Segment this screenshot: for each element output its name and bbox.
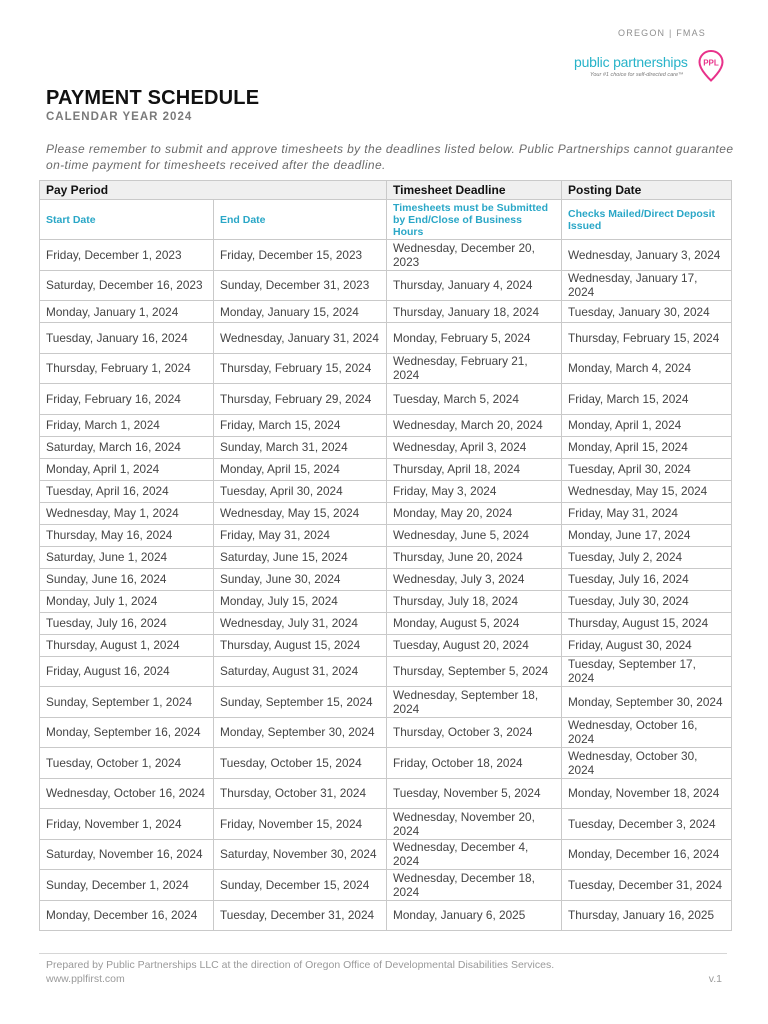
posting-date-cell: Monday, September 30, 2024 (562, 687, 732, 718)
table-row (40, 323, 732, 354)
timesheet-deadline-cell: Tuesday, March 5, 2024 (387, 384, 562, 415)
posting-date-cell: Monday, June 17, 2024 (562, 524, 732, 546)
subheader-start-date: Start Date (40, 200, 214, 240)
start-date-cell: Sunday, June 16, 2024 (40, 568, 214, 590)
start-date-cell: Friday, March 1, 2024 (40, 414, 214, 436)
end-date-cell: Friday, March 15, 2024 (214, 414, 387, 436)
timesheet-deadline-cell: Thursday, September 5, 2024 (387, 656, 562, 687)
map-pin-icon (698, 50, 724, 82)
start-date-cell: Tuesday, July 16, 2024 (40, 612, 214, 634)
table-row (40, 502, 732, 524)
start-date-cell: Monday, January 1, 2024 (40, 301, 214, 323)
end-date-cell: Saturday, November 30, 2024 (214, 839, 387, 870)
posting-date-cell: Thursday, August 15, 2024 (562, 612, 732, 634)
timesheet-deadline-cell: Monday, January 6, 2025 (387, 900, 562, 931)
footer-note: Prepared by Public Partnerships LLC at the direction of Oregon Office of Developmental Disabilities Services. (46, 959, 555, 971)
start-date-cell: Sunday, September 1, 2024 (40, 687, 214, 718)
end-date-cell: Wednesday, January 31, 2024 (214, 323, 387, 354)
timesheet-deadline-cell: Wednesday, February 21, 2024 (387, 353, 562, 384)
posting-date-cell: Friday, August 30, 2024 (562, 634, 732, 656)
posting-date-cell: Tuesday, July 30, 2024 (562, 590, 732, 612)
table-row (40, 524, 732, 546)
timesheet-deadline-cell: Friday, October 18, 2024 (387, 748, 562, 779)
start-date-cell: Friday, August 16, 2024 (40, 656, 214, 687)
table-row (40, 778, 732, 809)
start-date-cell: Saturday, November 16, 2024 (40, 839, 214, 870)
footer-version: v.1 (708, 973, 722, 985)
start-date-cell: Friday, November 1, 2024 (40, 809, 214, 840)
posting-date-cell: Wednesday, October 30, 2024 (562, 748, 732, 779)
start-date-cell: Thursday, February 1, 2024 (40, 353, 214, 384)
table-row (40, 414, 732, 436)
posting-date-cell: Tuesday, July 2, 2024 (562, 546, 732, 568)
logo-mark-text: PPL (703, 58, 719, 68)
posting-date-cell: Monday, April 1, 2024 (562, 414, 732, 436)
timesheet-deadline-cell: Wednesday, July 3, 2024 (387, 568, 562, 590)
start-date-cell: Saturday, March 16, 2024 (40, 436, 214, 458)
table-row (40, 687, 732, 718)
end-date-cell: Sunday, December 31, 2023 (214, 270, 387, 301)
end-date-cell: Thursday, February 15, 2024 (214, 353, 387, 384)
posting-date-cell: Friday, May 31, 2024 (562, 502, 732, 524)
timesheet-deadline-cell: Tuesday, August 20, 2024 (387, 634, 562, 656)
end-date-cell: Monday, July 15, 2024 (214, 590, 387, 612)
table-row (40, 458, 732, 480)
table-row (40, 809, 732, 840)
page-subtitle: CALENDAR YEAR 2024 (46, 111, 193, 123)
header-pay-period: Pay Period (40, 181, 387, 200)
table-row (40, 612, 732, 634)
posting-date-cell: Tuesday, September 17, 2024 (562, 656, 732, 687)
start-date-cell: Monday, July 1, 2024 (40, 590, 214, 612)
end-date-cell: Tuesday, April 30, 2024 (214, 480, 387, 502)
table-subheader-row (40, 200, 732, 240)
posting-date-cell: Wednesday, January 17, 2024 (562, 270, 732, 301)
timesheet-deadline-cell: Friday, May 3, 2024 (387, 480, 562, 502)
table-row (40, 717, 732, 748)
posting-date-cell: Monday, November 18, 2024 (562, 778, 732, 809)
table-row (40, 353, 732, 384)
subheader-end-date: End Date (214, 200, 387, 240)
region-program-tag: OREGON | FMAS (618, 28, 706, 38)
posting-date-cell: Tuesday, December 3, 2024 (562, 809, 732, 840)
table-row (40, 656, 732, 687)
timesheet-deadline-cell: Thursday, July 18, 2024 (387, 590, 562, 612)
table-header-row (40, 181, 732, 200)
table-row (40, 240, 732, 271)
end-date-cell: Saturday, June 15, 2024 (214, 546, 387, 568)
table-row (40, 870, 732, 901)
start-date-cell: Saturday, December 16, 2023 (40, 270, 214, 301)
page-title: PAYMENT SCHEDULE (46, 87, 260, 109)
end-date-cell: Wednesday, July 31, 2024 (214, 612, 387, 634)
posting-date-cell: Thursday, February 15, 2024 (562, 323, 732, 354)
posting-date-cell: Wednesday, May 15, 2024 (562, 480, 732, 502)
start-date-cell: Thursday, August 1, 2024 (40, 634, 214, 656)
table-row (40, 748, 732, 779)
end-date-cell: Tuesday, October 15, 2024 (214, 748, 387, 779)
start-date-cell: Monday, December 16, 2024 (40, 900, 214, 931)
start-date-cell: Friday, December 1, 2023 (40, 240, 214, 271)
posting-date-cell: Wednesday, January 3, 2024 (562, 240, 732, 271)
start-date-cell: Tuesday, April 16, 2024 (40, 480, 214, 502)
start-date-cell: Tuesday, October 1, 2024 (40, 748, 214, 779)
table-row (40, 301, 732, 323)
subheader-deadline-note: Timesheets must be Submitted by End/Close of Business Hours (387, 200, 562, 240)
start-date-cell: Monday, April 1, 2024 (40, 458, 214, 480)
table-row (40, 436, 732, 458)
start-date-cell: Wednesday, May 1, 2024 (40, 502, 214, 524)
timesheet-deadline-cell: Tuesday, November 5, 2024 (387, 778, 562, 809)
table-row (40, 568, 732, 590)
end-date-cell: Thursday, February 29, 2024 (214, 384, 387, 415)
timesheet-deadline-cell: Wednesday, December 18, 2024 (387, 870, 562, 901)
intro-paragraph: Please remember to submit and approve timesheets by the deadlines listed below. Public Partnerships cannot guarantee on-time payment for timesheets received after the deadline. (46, 142, 734, 172)
start-date-cell: Sunday, December 1, 2024 (40, 870, 214, 901)
start-date-cell: Tuesday, January 16, 2024 (40, 323, 214, 354)
end-date-cell: Thursday, August 15, 2024 (214, 634, 387, 656)
start-date-cell: Wednesday, October 16, 2024 (40, 778, 214, 809)
end-date-cell: Friday, November 15, 2024 (214, 809, 387, 840)
timesheet-deadline-cell: Wednesday, December 20, 2023 (387, 240, 562, 271)
footer-url: www.pplfirst.com (46, 973, 125, 985)
table-row (40, 900, 732, 931)
posting-date-cell: Tuesday, January 30, 2024 (562, 301, 732, 323)
subheader-posting-note: Checks Mailed/Direct Deposit Issued (562, 200, 732, 240)
start-date-cell: Friday, February 16, 2024 (40, 384, 214, 415)
end-date-cell: Sunday, December 15, 2024 (214, 870, 387, 901)
end-date-cell: Saturday, August 31, 2024 (214, 656, 387, 687)
logo-wordmark: public partnerships (574, 54, 688, 70)
timesheet-deadline-cell: Wednesday, March 20, 2024 (387, 414, 562, 436)
end-date-cell: Sunday, June 30, 2024 (214, 568, 387, 590)
end-date-cell: Monday, September 30, 2024 (214, 717, 387, 748)
payment-schedule-table (39, 180, 732, 931)
posting-date-cell: Wednesday, October 16, 2024 (562, 717, 732, 748)
timesheet-deadline-cell: Thursday, January 4, 2024 (387, 270, 562, 301)
timesheet-deadline-cell: Thursday, June 20, 2024 (387, 546, 562, 568)
end-date-cell: Friday, December 15, 2023 (214, 240, 387, 271)
end-date-cell: Tuesday, December 31, 2024 (214, 900, 387, 931)
table-body (40, 240, 732, 931)
start-date-cell: Saturday, June 1, 2024 (40, 546, 214, 568)
timesheet-deadline-cell: Monday, February 5, 2024 (387, 323, 562, 354)
footer-divider (39, 953, 727, 954)
table-row (40, 634, 732, 656)
posting-date-cell: Tuesday, July 16, 2024 (562, 568, 732, 590)
posting-date-cell: Monday, April 15, 2024 (562, 436, 732, 458)
timesheet-deadline-cell: Wednesday, June 5, 2024 (387, 524, 562, 546)
start-date-cell: Thursday, May 16, 2024 (40, 524, 214, 546)
table-row (40, 546, 732, 568)
end-date-cell: Sunday, March 31, 2024 (214, 436, 387, 458)
timesheet-deadline-cell: Wednesday, April 3, 2024 (387, 436, 562, 458)
ppl-logo (574, 50, 724, 86)
posting-date-cell: Friday, March 15, 2024 (562, 384, 732, 415)
table-row (40, 384, 732, 415)
timesheet-deadline-cell: Monday, May 20, 2024 (387, 502, 562, 524)
timesheet-deadline-cell: Thursday, October 3, 2024 (387, 717, 562, 748)
timesheet-deadline-cell: Wednesday, November 20, 2024 (387, 809, 562, 840)
end-date-cell: Wednesday, May 15, 2024 (214, 502, 387, 524)
table-row (40, 270, 732, 301)
start-date-cell: Monday, September 16, 2024 (40, 717, 214, 748)
timesheet-deadline-cell: Wednesday, December 4, 2024 (387, 839, 562, 870)
posting-date-cell: Thursday, January 16, 2025 (562, 900, 732, 931)
posting-date-cell: Tuesday, April 30, 2024 (562, 458, 732, 480)
posting-date-cell: Monday, December 16, 2024 (562, 839, 732, 870)
posting-date-cell: Tuesday, December 31, 2024 (562, 870, 732, 901)
table-row (40, 590, 732, 612)
header-posting-date: Posting Date (562, 181, 732, 200)
end-date-cell: Monday, January 15, 2024 (214, 301, 387, 323)
end-date-cell: Friday, May 31, 2024 (214, 524, 387, 546)
end-date-cell: Monday, April 15, 2024 (214, 458, 387, 480)
end-date-cell: Sunday, September 15, 2024 (214, 687, 387, 718)
posting-date-cell: Monday, March 4, 2024 (562, 353, 732, 384)
timesheet-deadline-cell: Thursday, April 18, 2024 (387, 458, 562, 480)
header-timesheet-deadline: Timesheet Deadline (387, 181, 562, 200)
logo-tagline: Your #1 choice for self-directed care™ (590, 72, 684, 78)
timesheet-deadline-cell: Thursday, January 18, 2024 (387, 301, 562, 323)
timesheet-deadline-cell: Wednesday, September 18, 2024 (387, 687, 562, 718)
end-date-cell: Thursday, October 31, 2024 (214, 778, 387, 809)
timesheet-deadline-cell: Monday, August 5, 2024 (387, 612, 562, 634)
table-row (40, 839, 732, 870)
table-row (40, 480, 732, 502)
